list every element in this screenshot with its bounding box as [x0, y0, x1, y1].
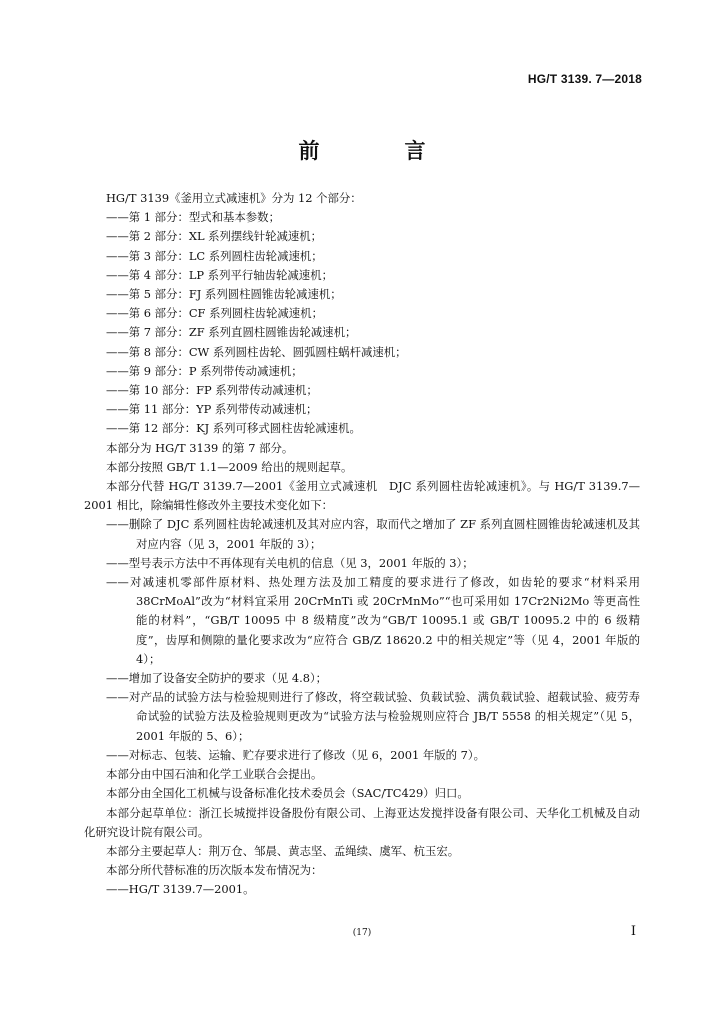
standard-number: HG/T 3139. 7—2018: [527, 72, 642, 86]
page-number: (17): [352, 928, 372, 938]
list-item: ——增加了设备安全防护的要求（见 4.8）；: [106, 671, 328, 686]
page-title: 前 言: [298, 138, 458, 163]
history-list: [84, 880, 640, 899]
list-item: ——第 4 部分：LP 系列平行轴齿轮减速机；: [106, 267, 333, 282]
list-item: ——第 12 部分：KJ 系列可移式圆柱齿轮减速机。: [106, 421, 361, 436]
replacement-statement: 本部分代替 HG/T 3139.7—2001《釜用立式减速机 DJC 系列圆柱齿轮减速机》。与 HG/T 3139.7—2001 相比，除编辑性修改外主要技术变化如下：: [84, 479, 640, 513]
list-item: ——HG/T 3139.7—2001。: [106, 882, 255, 897]
drafting-units: 本部分起草单位：浙江长城搅拌设备股份有限公司、上海亚达发搅拌设备有限公司、天华化工机械及自动化研究设计院有限公司。: [84, 805, 640, 839]
list-item: ——第 10 部分：FP 系列带传动减速机；: [106, 383, 318, 398]
roman-page-number: I: [630, 924, 636, 939]
list-item: ——型号表示方法中不再体现有关电机的信息（见 3，2001 年版的 3）；: [106, 555, 474, 570]
list-item: ——第 7 部分：ZF 系列直圆柱圆锥齿轮减速机；: [106, 325, 357, 340]
list-item: ——第 8 部分：CW 系列圆柱齿轮、圆弧圆柱蜗杆减速机；: [106, 344, 407, 359]
list-item: ——对产品的试验方法与检验规则进行了修改，将空载试验、负载试验、满负载试验、超载试验、疲劳寿命试验的试验方法及检验规则更改为“试验方法与检验规则应符合 JB/T 5558 的相关规定”（见 5，2001 年版的 5、6）；: [106, 690, 640, 743]
list-item: ——删除了 DJC 系列圆柱齿轮减速机及其对应内容，取而代之增加了 ZF 系列直圆柱圆锥齿轮减速机及其对应内容（见 3，2001 年版的 3）；: [106, 517, 640, 551]
drafters: 本部分主要起草人：荆万仓、邹晨、黄志坚、孟绳续、虞军、杭玉宏。: [106, 843, 460, 858]
committee-statement: 本部分由全国化工机械与设备标准化技术委员会（SAC/TC429）归口。: [106, 786, 469, 801]
list-item: ——对标志、包装、运输、贮存要求进行了修改（见 6，2001 年版的 7）。: [106, 747, 485, 762]
list-item: ——对减速机零部件原材料、热处理方法及加工精度的要求进行了修改，如齿轮的要求“材料采用 38CrMoAl”改为“材料宜采用 20CrMnTi 或 20CrMnMo”“也可采用如 17Cr2Ni2Mo 等更高性能的材料”，“GB/T 10095 中 8 级精度”改为“GB/T 10095.1 或 GB/T 10095.2 中的 6 级精度”，齿厚和侧隙的量化要求改为“应符合 GB/Z 18620.2 中的相关规定”等（见 4，2001 年版的 4）；: [106, 575, 640, 666]
intro-paragraph: HG/T 3139《釜用立式减速机》分为 12 个部分：: [106, 191, 362, 205]
foreword-body: [84, 189, 640, 900]
part-statement: 本部分为 HG/T 3139 的第 7 部分。: [106, 440, 294, 455]
list-item: ——第 9 部分：P 系列带传动减速机；: [106, 363, 303, 378]
list-item: ——第 6 部分：CF 系列圆柱齿轮减速机；: [106, 306, 323, 321]
history-statement: 本部分所代替标准的历次版本发布情况为：: [106, 863, 323, 878]
rules-statement: 本部分按照 GB/T 1.1—2009 给出的规则起草。: [106, 459, 353, 474]
changes-list: [84, 515, 640, 765]
list-item: ——第 11 部分：YP 系列带传动减速机；: [106, 402, 318, 417]
list-item: ——第 5 部分：FJ 系列圆柱圆锥齿轮减速机；: [106, 287, 342, 302]
list-item: ——第 2 部分：XL 系列摆线针轮减速机；: [106, 229, 323, 244]
proposer-statement: 本部分由中国石油和化学工业联合会提出。: [106, 767, 323, 782]
list-item: ——第 3 部分：LC 系列圆柱齿轮减速机；: [106, 248, 323, 263]
parts-list: [84, 208, 640, 438]
list-item: ——第 1 部分：型式和基本参数；: [106, 210, 280, 225]
